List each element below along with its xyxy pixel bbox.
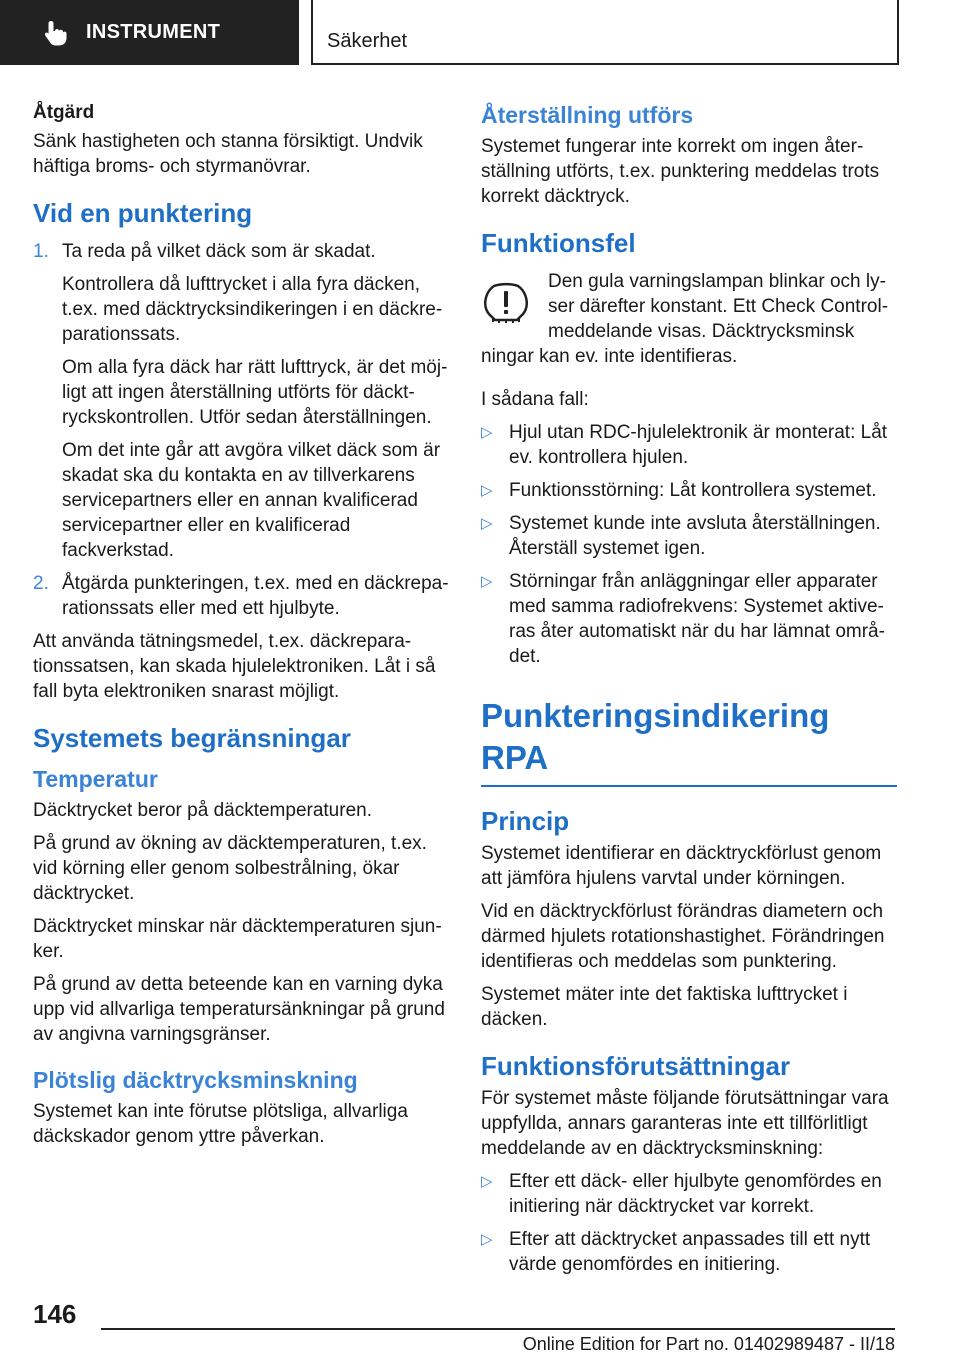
funktionsfel-text-a: Den gula varningslampan blinkar och lyser därefter konstant. Ett Check Control-meddelande visas. Däcktrycksminsk <box>548 271 889 342</box>
sadana-fall-text: I sådana fall: <box>481 389 589 410</box>
fall-list <box>481 420 897 669</box>
temperatur-heading: Temperatur <box>33 766 158 792</box>
punktering-heading: Vid en punktering <box>33 198 253 228</box>
step-item <box>33 571 449 621</box>
atgard-label: Åtgärd <box>33 102 95 123</box>
tatning-text: Att använda tätningsmedel, t.ex. däckreparationssatsen, kan skada hjulelektroniken. Låt i så fall byta elektroniken snarast möjligt. <box>33 631 436 702</box>
tire-pressure-warning-icon <box>481 277 531 327</box>
list-item: ▷ Störningar från anläggningar eller apparater med samma radiofrekvens: Systemet aktiveras åter automatiskt när du har lämnat området. <box>481 571 885 667</box>
step-text: Ta reda på vilket däck som är skadat. <box>62 241 376 262</box>
temperatur-text: På grund av detta beteende kan en varning dyka upp vid allvarliga temperatursänkningar på grund av angivna varningsgränser. <box>33 974 445 1045</box>
funktionsfel-text-b: ningar kan ev. inte identifieras. <box>481 346 738 367</box>
begransningar-heading: Systemets begränsningar <box>33 723 351 753</box>
aterstallning-heading: Återställning utförs <box>481 102 694 128</box>
left-column <box>33 100 449 1157</box>
step-number: 1. <box>33 241 49 262</box>
footer-edition: Online Edition for Part no. 01402989487 - II/18 <box>522 1334 895 1354</box>
step-text: Kontrollera då lufttrycket i alla fyra däcken, t.ex. med däcktrycksindikeringen i en däckreparationssats. <box>62 274 443 345</box>
step-item <box>33 239 449 563</box>
list-item: ▷ Efter ett däck- eller hjulbyte genomfördes en initiering när däcktrycket var korrekt. <box>481 1171 882 1217</box>
header-section-tab <box>0 0 299 65</box>
princip-text: Systemet mäter inte det faktiska lufttrycket i däcken. <box>481 984 848 1030</box>
right-column <box>481 100 897 1285</box>
step-text: Åtgärda punkteringen, t.ex. med en däckreparationssats eller med ett hjulbyte. <box>62 573 449 619</box>
forutsattningar-heading: Funktionsförutsättningar <box>481 1051 791 1081</box>
princip-text: Vid en däcktryckförlust förändras diametern och därmed hjulets rotationshastighet. Förändringen identifieras och meddelas som punktering. <box>481 901 885 972</box>
list-item: ▷ Efter att däcktrycket anpassades till ett nytt värde genomfördes en initiering. <box>481 1229 871 1275</box>
triangle-bullet-icon: ▷ <box>481 482 493 499</box>
funktionsfel-heading: Funktionsfel <box>481 228 636 258</box>
forutsattningar-list <box>481 1169 897 1277</box>
triangle-bullet-icon: ▷ <box>481 1173 493 1190</box>
temperatur-text: Däcktrycket beror på däcktemperaturen. <box>33 800 372 821</box>
plotslig-text: Systemet kan inte förutse plötsliga, allvarliga däckskador genom yttre påverkan. <box>33 1101 408 1147</box>
punktering-steps <box>33 239 449 621</box>
aterstallning-text: Systemet fungerar inte korrekt om ingen återställning utförts, t.ex. punktering meddelas trots korrekt däcktryck. <box>481 136 880 207</box>
triangle-bullet-icon: ▷ <box>481 1231 493 1248</box>
footer-divider <box>101 1328 895 1330</box>
triangle-bullet-icon: ▷ <box>481 515 493 532</box>
princip-text: Systemet identifierar en däcktryckförlust genom att jämföra hjulens varvtal under körningen. <box>481 843 882 889</box>
atgard-text: Sänk hastigheten och stanna försiktigt. Undvik häftiga broms- och styrmanövrar. <box>33 131 423 177</box>
princip-heading: Princip <box>481 806 570 836</box>
header-section-title: INSTRUMENT <box>86 21 221 43</box>
list-item: ▷ Hjul utan RDC-hjulelektronik är monterat: Låt ev. kontrollera hjulen. <box>481 422 888 468</box>
step-number: 2. <box>33 573 49 594</box>
funktionsfel-warning <box>481 269 897 344</box>
hand-pointer-icon <box>40 18 70 48</box>
page-number: 146 <box>33 1299 77 1329</box>
temperatur-text: På grund av ökning av däcktemperaturen, t.ex. vid körning eller genom solbestrålning, ökar däcktrycket. <box>33 833 427 904</box>
list-item: ▷ Systemet kunde inte avsluta återställningen. Återställ systemet igen. <box>481 513 881 559</box>
triangle-bullet-icon: ▷ <box>481 424 493 441</box>
forutsattningar-text: För systemet måste följande förutsättningar vara uppfyllda, annars garanteras inte ett tillförlitligt meddelande av en däcktrycksminskning: <box>481 1088 889 1159</box>
list-item: ▷ Funktionsstörning: Låt kontrollera systemet. <box>481 480 877 501</box>
step-text: Om alla fyra däck har rätt lufttryck, är det möjligt att ingen återställning utförts för däcktryckskontrollen. Utför sedan återställningen. <box>62 357 448 428</box>
temperatur-text: Däcktrycket minskar när däcktemperaturen sjunker. <box>33 916 442 962</box>
plotslig-heading: Plötslig däcktrycksminskning <box>33 1067 358 1093</box>
header-subsection-box <box>311 0 899 65</box>
step-text: Om det inte går att avgöra vilket däck som är skadat ska du kontakta en av tillverkarens servicepartners eller en annan kvalificerad servicepartner eller en kvalificerad fackverkstad. <box>62 440 441 561</box>
triangle-bullet-icon: ▷ <box>481 573 493 590</box>
header-subsection-title: Säkerhet <box>327 30 408 52</box>
rpa-heading: Punkteringsindikering RPA <box>481 695 897 787</box>
